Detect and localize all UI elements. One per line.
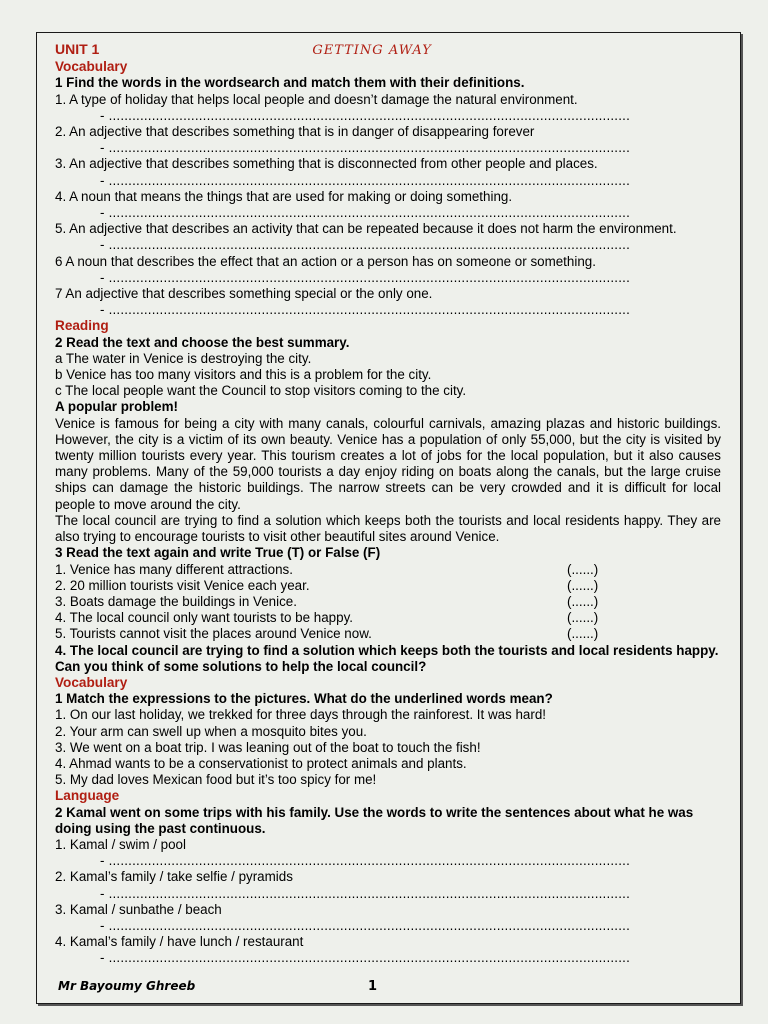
language-instruction: 2 Kamal went on some trips with his family. Use the words to write the sentences about what he was doing using the past continuous.	[55, 804, 694, 836]
page-footer	[58, 979, 718, 993]
tf-statement: 2. 20 million tourists visit Venice each year.	[55, 577, 310, 593]
expression-1: 1. On our last holiday, we trekked for three days through the rainforest. It was hard!	[55, 707, 546, 723]
summary-option-a: a The water in Venice is destroying the city.	[55, 350, 312, 366]
sentence-line-4[interactable]: - .....................................................................................................................................	[100, 950, 630, 966]
tf-answer-blank[interactable]: (......)	[567, 577, 599, 593]
worksheet-content	[55, 41, 721, 967]
tf-item-1	[55, 562, 721, 578]
vocabulary-heading-2: Vocabulary	[55, 674, 128, 690]
definition-7: 7 An adjective that describes something special or the only one.	[55, 286, 433, 302]
expression-2: 2. Your arm can swell up when a mosquito bites you.	[55, 723, 367, 739]
definition-2: 2. An adjective that describes something that is in danger of disappearing forever	[55, 124, 535, 140]
tf-item-2	[55, 578, 721, 594]
prompt-1: 1. Kamal / swim / pool	[55, 836, 186, 852]
discussion-question: 4. The local council are trying to find a solution which keeps both the tourists and local residents happy. Can you think of some solutions to help the local council?	[55, 642, 719, 674]
reading-paragraph-2: The local council are trying to find a solution which keeps both the tourists and local residents happy. They are also trying to encourage tourists to visit other beautiful sites around Venice.	[55, 512, 721, 545]
answer-line-1[interactable]: - .....................................................................................................................................	[100, 107, 630, 123]
sentence-line-3[interactable]: - .....................................................................................................................................	[100, 917, 630, 933]
reading-heading: Reading	[55, 318, 109, 334]
answer-line-2[interactable]: - .....................................................................................................................................	[100, 140, 630, 156]
definition-4: 4. A noun that means the things that are used for making or doing something.	[55, 188, 513, 204]
sentence-line-2[interactable]: - .....................................................................................................................................	[100, 885, 630, 901]
prompt-4: 4. Kamal’s family / have lunch / restaurant	[55, 934, 304, 950]
definition-6: 6 A noun that describes the effect that an action or a person has on someone or something.	[55, 253, 596, 269]
answer-line-5[interactable]: - .....................................................................................................................................	[100, 237, 630, 253]
page-number: 1	[368, 979, 378, 994]
summary-option-c: c The local people want the Council to stop visitors coming to the city.	[55, 383, 467, 399]
tf-answer-blank[interactable]: (......)	[567, 626, 599, 642]
answer-line-3[interactable]: - .....................................................................................................................................	[100, 172, 630, 188]
tf-answer-blank[interactable]: (......)	[567, 561, 599, 577]
expression-4: 4. Ahmad wants to be a conservationist to protect animals and plants.	[55, 755, 467, 771]
tf-statement: 4. The local council only want tourists to be happy.	[55, 610, 353, 626]
tf-item-3	[55, 594, 721, 610]
vocab-instruction: 1 Find the words in the wordsearch and match them with their definitions.	[55, 75, 525, 91]
tf-answer-blank[interactable]: (......)	[567, 610, 599, 626]
vocabulary-heading: Vocabulary	[55, 59, 128, 75]
tf-statement: 5. Tourists cannot visit the places around Venice now.	[55, 626, 372, 642]
tf-statement: 3. Boats damage the buildings in Venice.	[55, 593, 297, 609]
author-name: Mr Bayoumy Ghreeb	[58, 979, 196, 993]
unit-label: UNIT 1	[55, 41, 100, 57]
unit-title: GETTING AWAY	[312, 43, 432, 58]
prompt-3: 3. Kamal / sunbathe / beach	[55, 901, 222, 917]
reading-paragraph-1: Venice is famous for being a city with many canals, colourful carnivals, amazing plazas and historic buildings. However, the city is a victim of its own beauty. Venice has a population of only 55,000, but the city is visited by twenty million tourists every year. This tourism creates a lot of jobs for the local population, but it also causes many problems. Many of the 59,000 tourists a day enjoy riding on boats along the canals, but the large cruise ships can damage the historic buildings. The narrow streets can be very crowded and it is difficult for local people to move around the city.	[55, 415, 721, 512]
language-heading: Language	[55, 788, 120, 804]
definition-5: 5. An adjective that describes an activity that can be repeated because it does not harm the environment.	[55, 221, 677, 237]
tf-item-5	[55, 626, 721, 642]
sentence-line-1[interactable]: - .....................................................................................................................................	[100, 853, 630, 869]
tf-statement: 1. Venice has many different attractions.	[55, 561, 293, 577]
tf-item-4	[55, 610, 721, 626]
answer-line-7[interactable]: - .....................................................................................................................................	[100, 302, 630, 318]
text-title: A popular problem!	[55, 399, 178, 415]
match-instruction: 1 Match the expressions to the pictures. What do the underlined words mean?	[55, 691, 553, 707]
header-row	[55, 41, 721, 59]
tf-answer-blank[interactable]: (......)	[567, 593, 599, 609]
definition-1: 1. A type of holiday that helps local people and doesn’t damage the natural environment.	[55, 91, 578, 107]
expression-5: 5. My dad loves Mexican food but it’s too spicy for me!	[55, 772, 377, 788]
answer-line-6[interactable]: - .....................................................................................................................................	[100, 269, 630, 285]
true-false-instruction: 3 Read the text again and write True (T) or False (F)	[55, 545, 381, 561]
prompt-2: 2. Kamal’s family / take selfie / pyramids	[55, 869, 293, 885]
summary-option-b: b Venice has too many visitors and this is a problem for the city.	[55, 367, 432, 383]
answer-line-4[interactable]: - .....................................................................................................................................	[100, 205, 630, 221]
expression-3: 3. We went on a boat trip. I was leaning out of the boat to touch the fish!	[55, 739, 481, 755]
definition-3: 3. An adjective that describes something that is disconnected from other people and places.	[55, 156, 598, 172]
reading-instruction: 2 Read the text and choose the best summary.	[55, 334, 350, 350]
